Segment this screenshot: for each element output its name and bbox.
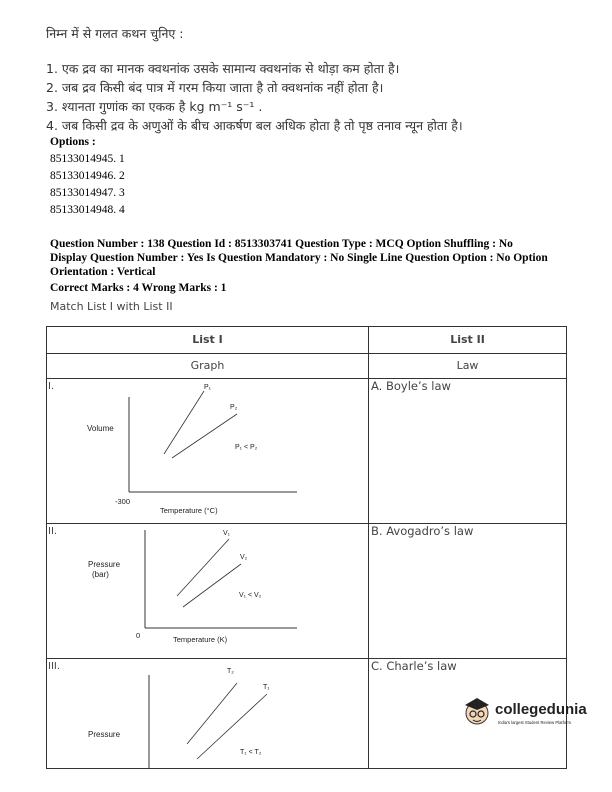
question-meta-line3: Orientation : Vertical (50, 266, 156, 278)
line2-label: T₁ (263, 684, 270, 691)
law-c: C. Charle’s law (371, 659, 457, 673)
graph-pressure-temperature (47, 524, 367, 657)
statement-1: 1. एक द्रव का मानक क्वथनांक उसके सामान्य क्वथनांक से थोड़ा कम होता है। (46, 61, 400, 76)
logo-name: collegedunia (495, 701, 587, 718)
logo-tagline: India's largest Student Review Platform (498, 720, 571, 725)
line1-label: P₁ (204, 384, 212, 391)
y-axis-label-1: Pressure (88, 560, 121, 569)
line1-label: V₁ (223, 530, 231, 537)
options-label: Options : (50, 136, 96, 148)
isobar-line-1 (164, 391, 204, 454)
graph-volume-temperature (47, 379, 367, 522)
relation-label: T₁ < T₂ (240, 749, 262, 756)
list2-subheader: Law (369, 354, 567, 379)
option-1: 85133014945. 1 (50, 153, 125, 165)
line2-label: P₂ (230, 404, 238, 411)
y-axis-label-2: (bar) (92, 570, 109, 579)
isotherm-line-1 (187, 683, 237, 744)
logo-mascot (462, 693, 602, 733)
marks-line: Correct Marks : 4 Wrong Marks : 1 (50, 282, 227, 294)
isobar-line-2 (172, 414, 237, 458)
list1-subheader: Graph (47, 354, 369, 379)
x-axis-label: Temperature (K) (173, 635, 228, 644)
graph-pressure-volume (47, 659, 367, 769)
isochore-line-1 (177, 539, 229, 596)
relation-label: V₁ < V₂ (239, 592, 262, 599)
law-cell-2 (369, 524, 567, 659)
origin-label: 0 (136, 631, 141, 640)
law-b: B. Avogadro’s law (371, 524, 474, 538)
statement-4: 4. जब किसी द्रव के अणुओं के बीच आकर्षण बल अधिक होता है तो पृष्ठ तनाव न्यून होता है। (46, 118, 463, 133)
graph-cell-2 (47, 524, 369, 659)
graph-cell-1 (47, 379, 369, 524)
law-a: A. Boyle’s law (371, 379, 451, 393)
row-label: III. (48, 661, 61, 672)
y-axis-label: Pressure (88, 730, 121, 739)
question-meta-line2: Display Question Number : Yes Is Question Mandatory : No Single Line Question Option : No Option (50, 252, 548, 264)
relation-label: P₁ < P₂ (235, 444, 258, 451)
match-prompt: Match List I with List II (50, 300, 173, 313)
x-axis-label: Temperature (°C) (160, 506, 218, 515)
statement-3: 3. श्यानता गुणांक का एकक है kg m⁻¹ s⁻¹ . (46, 99, 263, 114)
question-meta-line1: Question Number : 138 Question Id : 8513303741 Question Type : MCQ Option Shuffling : No (50, 238, 513, 250)
statement-2: 2. जब द्रव किसी बंद पात्र में गरम किया जाता है तो क्वथनांक नहीं होता है। (46, 80, 384, 95)
collegedunia-logo (462, 693, 602, 733)
option-3: 85133014947. 3 (50, 187, 125, 199)
question-intro: निम्न में से गलत कथन चुनिए : (46, 26, 184, 41)
origin-label: -300 (115, 497, 131, 506)
line1-label: T₂ (227, 668, 234, 675)
graph-cell-3 (47, 659, 369, 769)
option-4: 85133014948. 4 (50, 204, 125, 216)
line2-label: V₂ (240, 554, 248, 561)
law-cell-1 (369, 379, 567, 524)
list2-header: List II (369, 327, 567, 354)
row-label: II. (48, 526, 58, 537)
y-axis-label: Volume (87, 424, 114, 433)
list1-header: List I (47, 327, 369, 354)
row-label: I. (48, 381, 55, 392)
option-2: 85133014946. 2 (50, 170, 125, 182)
isochore-line-2 (183, 564, 241, 607)
